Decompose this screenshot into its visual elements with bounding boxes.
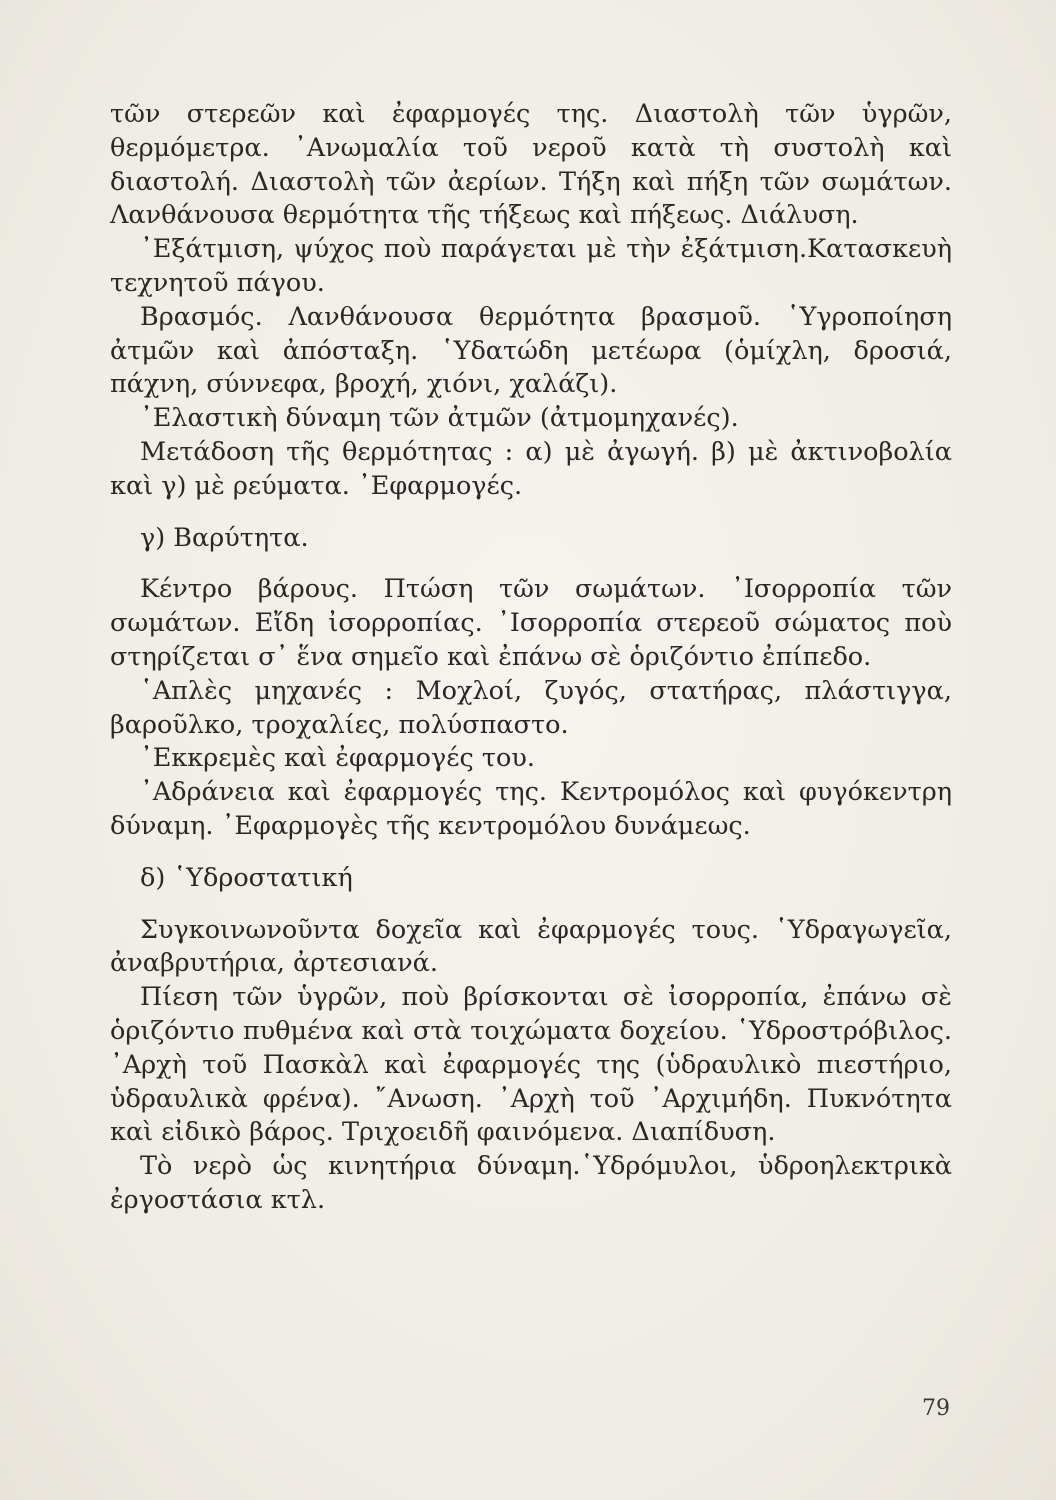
paragraph-water-power: Τὸ νερὸ ὡς κινητήρια δύναμη.῾Υδρόμυλοι, ὑδροηλεκτρικὰ ἐργοστάσια κτλ.: [110, 1151, 952, 1215]
paragraph-inertia: ᾿Αδράνεια καὶ ἐφαρμογές της. Κεντρομόλος καὶ φυγόκεντρη δύναμη. ᾿Εφαρμογὲς τῆς κεντρομόλου δυνάμεως.: [110, 777, 952, 841]
page-text: [110, 98, 952, 1218]
page-number: 79: [922, 1396, 950, 1421]
paragraph-simple-machines: ῾Απλὲς μηχανές : Μοχλοί, ζυγός, στατήρας, πλάστιγγα, βαροῦλκο, τροχαλίες, πολύσπαστο.: [110, 675, 952, 740]
paragraph-vapor-elasticity: ᾿Ελαστικὴ δύναμη τῶν ἀτμῶν (ἀτμομηχανές).: [140, 403, 739, 434]
paragraph-evaporation: ᾿Εξάτμιση, ψύχος ποὺ παράγεται μὲ τὴν ἐξάτμιση.Κατασκευὴ τεχνητοῦ πάγου.: [110, 234, 952, 298]
section-heading-gravity: γ) Βαρύτητα.: [140, 522, 309, 553]
paragraph-liquid-pressure: Πίεση τῶν ὑγρῶν, ποὺ βρίσκονται σὲ ἰσορροπία, ἐπάνω σὲ ὁριζόντιο πυθμένα καὶ στὰ τοιχώματα δοχείου. ῾Υδροστρόβιλος. ᾿Αρχὴ τοῦ Πασκὰλ καὶ ἐφαρμογές της (ὑδραυλικὸ πιεστήριο, ὑδραυλικὰ φρένα). ῎Ανωση. ᾿Αρχὴ τοῦ ᾿Αρχιμήδη. Πυκνότητα καὶ εἰδικὸ βάρος. Τριχοειδῆ φαινόμενα. Διαπίδυση.: [110, 982, 952, 1148]
paragraph-center-of-gravity: Κέντρο βάρους. Πτώση τῶν σωμάτων. ᾿Ισορροπία τῶν σωμάτων. Εἴδη ἰσορροπίας. ᾿Ισορροπία στερεοῦ σώματος ποὺ στηρίζεται σ᾿ ἕνα σημεῖο καὶ ἐπάνω σὲ ὁριζόντιο ἐπίπεδο.: [110, 574, 952, 672]
paragraph-thermal-expansion: τῶν στερεῶν καὶ ἐφαρμογές της. Διαστολὴ τῶν ὑγρῶν, θερμόμετρα. ᾿Ανωμαλία τοῦ νεροῦ κατὰ τὴ συστολὴ καὶ διαστολή. Διαστολὴ τῶν ἀερίων. Τήξη καὶ πήξη τῶν σωμάτων. Λανθάνουσα θερμότητα τῆς τήξεως καὶ πήξεως. Διάλυση.: [110, 99, 952, 231]
paragraph-communicating-vessels: Συγκοινωνοῦντα δοχεῖα καὶ ἐφαρμογές τους. ῾Υδραγωγεῖα, ἀναβρυτήρια, ἀρτεσιανά.: [110, 914, 952, 979]
paragraph-pendulum: ᾿Εκκρεμὲς καὶ ἐφαρμογές του.: [140, 743, 535, 774]
paragraph-heat-transfer: Μετάδοση τῆς θερμότητας : α) μὲ ἀγωγή. β) μὲ ἀκτινοβολία καὶ γ) μὲ ρεύματα. ᾿Εφαρμογές.: [110, 436, 952, 501]
paragraph-boiling: Βρασμός. Λανθάνουσα θερμότητα βρασμοῦ. ῾Υγροποίηση ἀτμῶν καὶ ἀπόσταξη. ῾Υδατώδη μετέωρα (ὁμίχλη, δροσιά, πάχνη, σύννεφα, βροχή, χιόνι, χαλάζι).: [110, 301, 952, 400]
section-heading-hydrostatics: δ) ῾Υδροστατική: [140, 862, 353, 893]
